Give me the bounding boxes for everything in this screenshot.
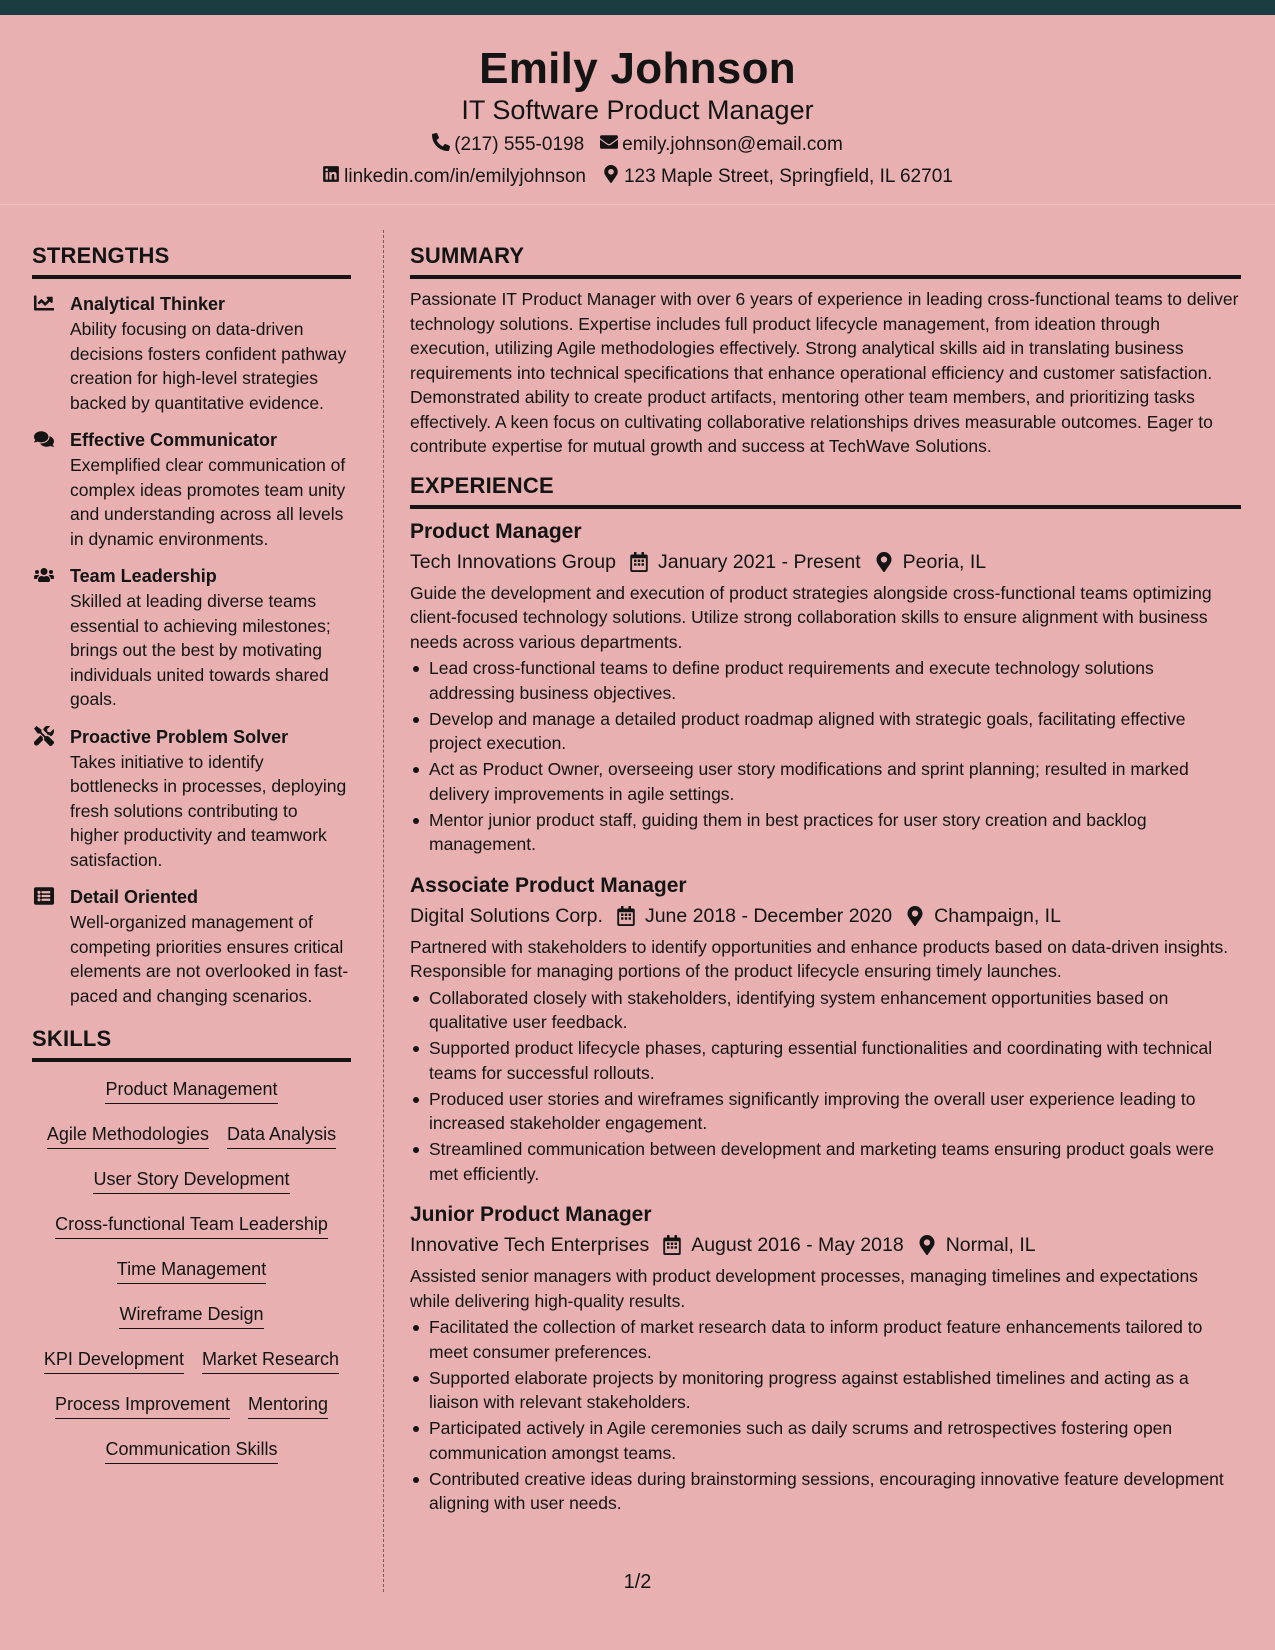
skill-tag: Communication Skills [105,1436,277,1464]
bullet-item: Streamlined communication between development and marketing teams ensuring product goals were met efficiently. [410,1137,1241,1186]
job-meta [410,547,1241,577]
list-alt-icon [34,886,54,906]
candidate-name: Emily Johnson [479,44,796,93]
bullet-item: Contributed creative ideas during brainstorming sessions, encouraging innovative feature development aligning with user needs. [410,1467,1241,1516]
chart-line-icon [34,293,54,313]
strength-desc: Takes initiative to identify bottlenecks in processes, deploying fresh solutions contributing to higher productivity and teamwork satisfaction. [70,751,347,870]
contact-row-secondary [0,165,1275,189]
page-number: 1/2 [623,1571,652,1593]
tools-icon [34,726,54,746]
bullet-item: Supported elaborate projects by monitoring progress against established timelines and acting as a liaison with relevant stakeholders. [410,1366,1241,1415]
strength-desc: Well-organized management of competing priorities ensures critical elements are not overlooked in fast-paced and changing scenarios. [70,912,349,1006]
bullet-item: Supported product lifecycle phases, capturing essential functionalities and coordinating with technical teams for successful rollouts. [410,1036,1241,1085]
strength-item [32,427,351,551]
strength-name: Proactive Problem Solver [70,726,289,747]
job-entry [410,871,1241,1187]
experience-heading: EXPERIENCE [410,473,1241,509]
job-bullets [410,656,1241,857]
job-meta [410,1230,1241,1260]
linkedin-contact[interactable] [322,165,586,189]
bullet-item: Act as Product Owner, overseeing user story modifications and sprint planning; resulted in marked delivery improvements in agile settings. [410,757,1241,806]
job-bullets [410,986,1241,1187]
job-entry [410,1200,1241,1516]
job-description: Guide the development and execution of product strategies alongside cross-functional teams optimizing client-focused technology solutions. Utilize strong collaboration skills to ensure alignment with business needs across various departments. [410,582,1212,652]
strengths-heading: STRENGTHS [32,243,351,279]
address-contact [602,165,953,189]
column-divider [383,230,384,1592]
email-text: emily.johnson@email.com [622,134,843,155]
comments-icon [34,429,54,449]
bullet-item: Produced user stories and wireframes significantly improving the overall user experience leading to increased stakeholder engagement. [410,1087,1241,1136]
right-column [410,243,1241,1517]
bullet-item: Participated actively in Agile ceremonies such as daily scrums and retrospectives fostering open communication amongst teams. [410,1416,1241,1465]
skill-tag: Cross-functional Team Leadership [55,1211,328,1239]
phone-text: (217) 555-0198 [454,134,585,155]
bullet-item: Mentor junior product staff, guiding them in best practices for user story creation and backlog management. [410,808,1241,857]
users-icon [34,565,54,585]
map-marker-icon [602,165,620,189]
job-title: Junior Product Manager [410,1203,652,1226]
envelope-icon [600,133,618,157]
skills-heading: SKILLS [32,1026,351,1062]
job-dates: June 2018 - December 2020 [644,904,893,927]
job-dates: January 2021 - Present [657,550,861,573]
left-column [32,243,351,1464]
bullet-item: Lead cross-functional teams to define product requirements and execute technology solutions addressing business objectives. [410,656,1241,705]
job-entry [410,517,1241,857]
linkedin-text: linkedin.com/in/emilyjohnson [344,166,586,187]
candidate-title: IT Software Product Manager [461,95,814,125]
bullet-item: Develop and manage a detailed product roadmap aligned with strategic goals, facilitating effective project execution. [410,707,1241,756]
map-marker-icon [906,906,924,926]
email-contact[interactable] [600,133,843,157]
strength-name: Detail Oriented [70,887,199,907]
job-description: Partnered with stakeholders to identify opportunities and enhance products based on data-driven insights. Responsible for managing portions of the product lifecycle ensuring timely launches. [410,936,1229,981]
job-location: Normal, IL [945,1234,1036,1256]
skill-tag: Process Improvement [55,1391,230,1419]
skill-tag: Market Research [202,1346,339,1374]
strength-item [32,291,351,415]
skills-list [32,1076,351,1464]
strength-name: Team Leadership [70,566,217,586]
skill-tag: Wireframe Design [119,1301,263,1329]
job-dates: August 2016 - May 2018 [691,1234,904,1256]
bullet-item: Facilitated the collection of market research data to inform product feature enhancements tailored to meet consumer preferences. [410,1315,1241,1364]
job-title: Product Manager [410,519,582,543]
job-company: Innovative Tech Enterprises [410,1234,650,1256]
job-meta [410,901,1241,931]
skill-tag: Agile Methodologies [47,1121,209,1149]
phone-contact[interactable] [432,133,584,157]
contact-row-primary [0,133,1275,157]
skill-tag: Data Analysis [227,1121,336,1149]
skill-tag: Product Management [105,1076,277,1104]
strength-desc: Ability focusing on data-driven decisions fosters confident pathway creation for high-level strategies backed by quantitative evidence. [70,319,347,413]
job-description: Assisted senior managers with product development processes, managing timelines and expectations while delivering high-quality results. [410,1266,1198,1311]
skill-tag: User Story Development [93,1166,289,1194]
job-bullets [410,1315,1241,1516]
top-accent-bar [0,0,1275,15]
calendar-icon [617,906,635,926]
map-marker-icon [875,552,893,572]
calendar-icon [630,552,648,572]
summary-heading: SUMMARY [410,243,1241,279]
skill-tag: KPI Development [44,1346,184,1374]
job-location: Champaign, IL [934,904,1061,927]
job-location: Peoria, IL [902,550,987,573]
strength-desc: Exemplified clear communication of complex ideas promotes team unity and understanding across all levels in dynamic environments. [70,455,346,549]
strength-desc: Skilled at leading diverse teams essential to achieving milestones; brings out the best by motivating individuals united towards shared goals. [70,591,331,709]
resume-header [0,15,1275,205]
calendar-icon [663,1235,681,1255]
job-company: Tech Innovations Group [410,550,616,573]
strength-name: Analytical Thinker [70,294,226,314]
strength-item [32,724,351,873]
job-company: Digital Solutions Corp. [410,904,603,927]
strength-item [32,563,351,712]
strength-name: Effective Communicator [70,430,278,450]
summary-text: Passionate IT Product Manager with over 6 years of experience in leading cross-functional teams to deliver technology solutions. Expertise includes full product lifecycle management, from ideation through execution, utilizing Agile methodologies effectively. Strong analytical skills aid in translating business requirements into technical specifications that enhance operational efficiency and customer satisfaction. Demonstrated ability to create product artifacts, mentoring other team members, and prioritizing tasks effectively. A keen focus on cultivating collaborative relationships drives measurable outcomes. Eager to contribute expertise for mutual growth and success at TechWave Solutions. [410,289,1239,456]
linkedin-icon [322,165,340,189]
skill-tag: Mentoring [248,1391,328,1419]
phone-icon [432,133,450,157]
bullet-item: Collaborated closely with stakeholders, identifying system enhancement opportunities based on qualitative user feedback. [410,986,1241,1035]
job-title: Associate Product Manager [410,873,687,897]
address-text: 123 Maple Street, Springfield, IL 62701 [623,166,953,187]
skill-tag: Time Management [117,1256,266,1284]
strength-item [32,884,351,1008]
map-marker-icon [918,1235,936,1255]
